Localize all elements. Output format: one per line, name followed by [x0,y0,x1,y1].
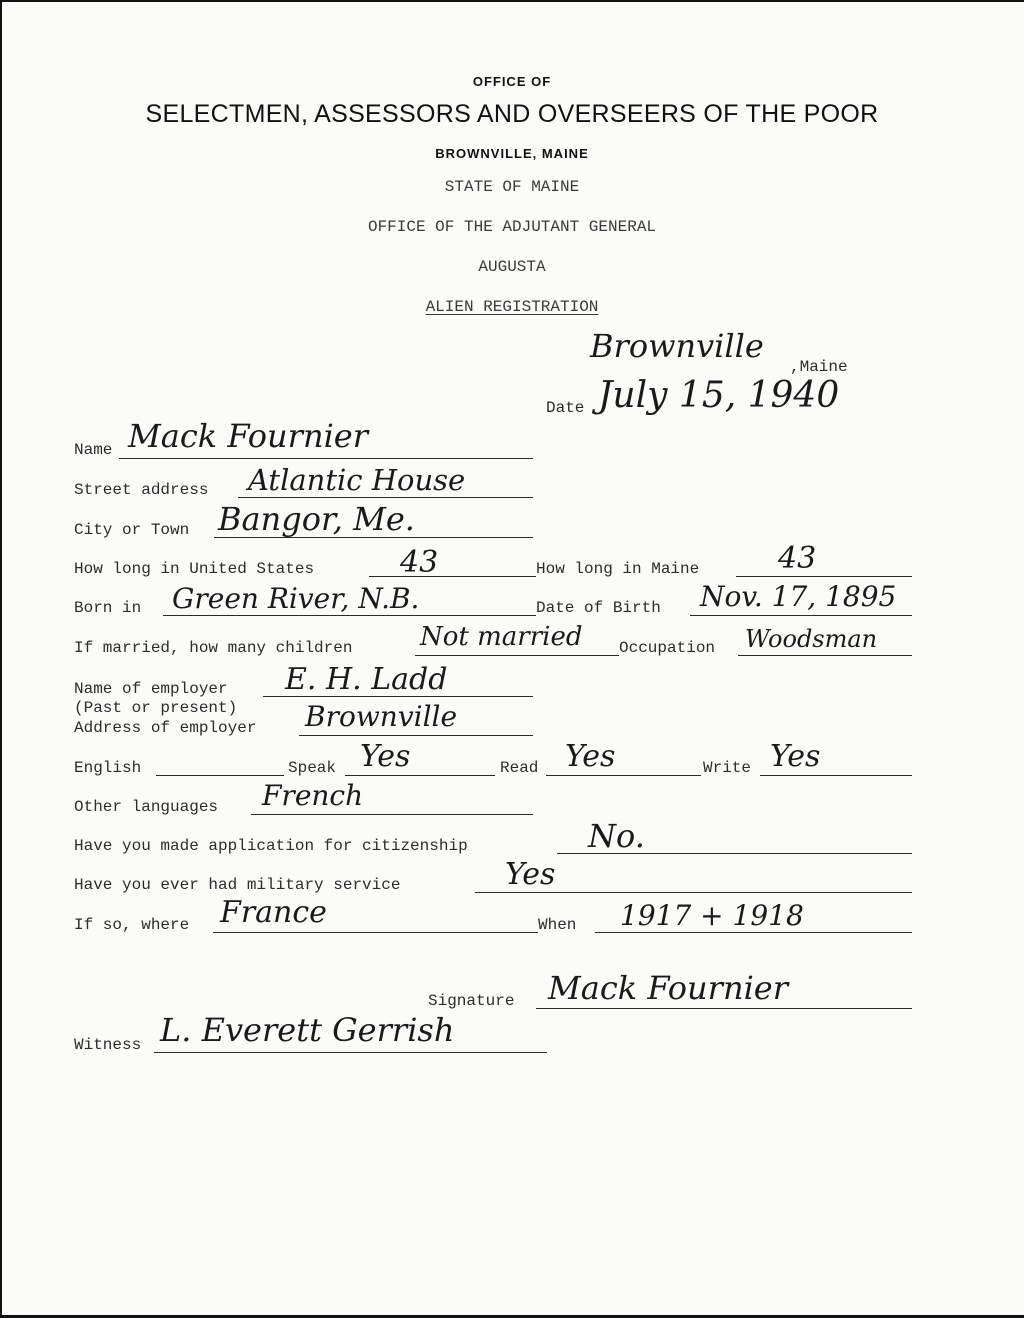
employer-address-line [299,735,533,736]
name-label: Name [74,441,113,459]
adjutant-heading: OFFICE OF THE ADJUTANT GENERAL [367,218,657,236]
military-line [475,892,912,893]
handwritten-where: France [220,895,327,930]
write-label: Write [703,759,752,777]
handwritten-born-in: Green River, N.B. [172,582,420,615]
signature-label: Signature [428,992,515,1010]
witness-line [154,1052,547,1053]
letterhead-town: BROWNVILLE, MAINE [435,146,589,161]
born-in-line [163,615,536,616]
other-languages-line [251,814,533,815]
write-line [760,775,912,776]
handwritten-city: Bangor, Me. [218,500,415,538]
children-label: If married, how many children [74,639,353,657]
handwritten-read: Yes [565,739,616,774]
employer-name-label: Name of employer [74,680,228,698]
read-label: Read [500,759,539,777]
date-of-birth-line [690,615,912,616]
how-long-us-line [369,576,536,577]
date-label: Date [546,399,585,417]
past-or-present-label: (Past or present) [74,699,238,717]
handwritten-employer-name: E. H. Ladd [285,662,448,697]
handwritten-children: Not married [420,622,583,652]
handwritten-when: 1917 + 1918 [620,899,804,932]
city-label: City or Town [74,521,190,539]
letterhead-title: SELECTMEN, ASSESSORS AND OVERSEERS OF THE POOR [145,100,879,128]
when-label: When [538,916,577,934]
handwritten-name: Mack Fournier [128,417,369,455]
street-address-line [238,497,533,498]
handwritten-occupation: Woodsman [745,625,878,653]
speak-label: Speak [288,759,337,777]
military-label: Have you ever had military service [74,876,401,894]
english-label: English [74,759,142,777]
where-line [213,932,538,933]
handwritten-witness: L. Everett Gerrish [160,1011,455,1049]
how-long-maine-line [736,576,912,577]
street-address-label: Street address [74,481,209,499]
witness-label: Witness [74,1036,142,1054]
employer-address-label: Address of employer [74,719,257,737]
other-languages-label: Other languages [74,798,219,816]
handwritten-other-languages: French [262,779,364,812]
english-line [156,775,284,776]
read-line [546,775,701,776]
handwritten-date-of-birth: Nov. 17, 1895 [700,580,897,613]
how-long-maine-label: How long in Maine [536,560,700,578]
handwritten-speak: Yes [360,739,411,774]
handwritten-citizenship: No. [588,817,645,855]
where-label: If so, where [74,916,190,934]
handwritten-write: Yes [770,739,821,774]
how-long-us-label: How long in United States [74,560,315,578]
handwritten-how-long-maine: 43 [778,541,817,576]
handwritten-street-address: Atlantic House [248,463,466,497]
city-heading: AUGUSTA [478,258,546,276]
state-heading: STATE OF MAINE [444,178,580,196]
scan-border-top [0,0,1024,2]
handwritten-signature: Mack Fournier [548,969,789,1007]
occupation-line [738,655,912,656]
children-line [415,655,619,656]
scan-border-left [0,0,2,1318]
handwritten-town: Brownville [590,327,764,365]
maine-suffix-label: ,Maine [790,358,848,376]
born-in-label: Born in [74,599,142,617]
speak-line [345,775,495,776]
occupation-label: Occupation [619,639,716,657]
name-line [119,458,533,459]
form-title: ALIEN REGISTRATION [425,298,599,316]
handwritten-how-long-us: 43 [400,545,439,580]
date-of-birth-label: Date of Birth [536,599,661,617]
when-line [595,932,912,933]
letterhead-office-of: OFFICE OF [472,74,552,89]
handwritten-military: Yes [505,857,556,892]
signature-line [536,1008,912,1009]
handwritten-date: July 15, 1940 [598,375,840,416]
handwritten-employer-address: Brownville [305,700,458,733]
citizenship-label: Have you made application for citizenship [74,837,468,855]
